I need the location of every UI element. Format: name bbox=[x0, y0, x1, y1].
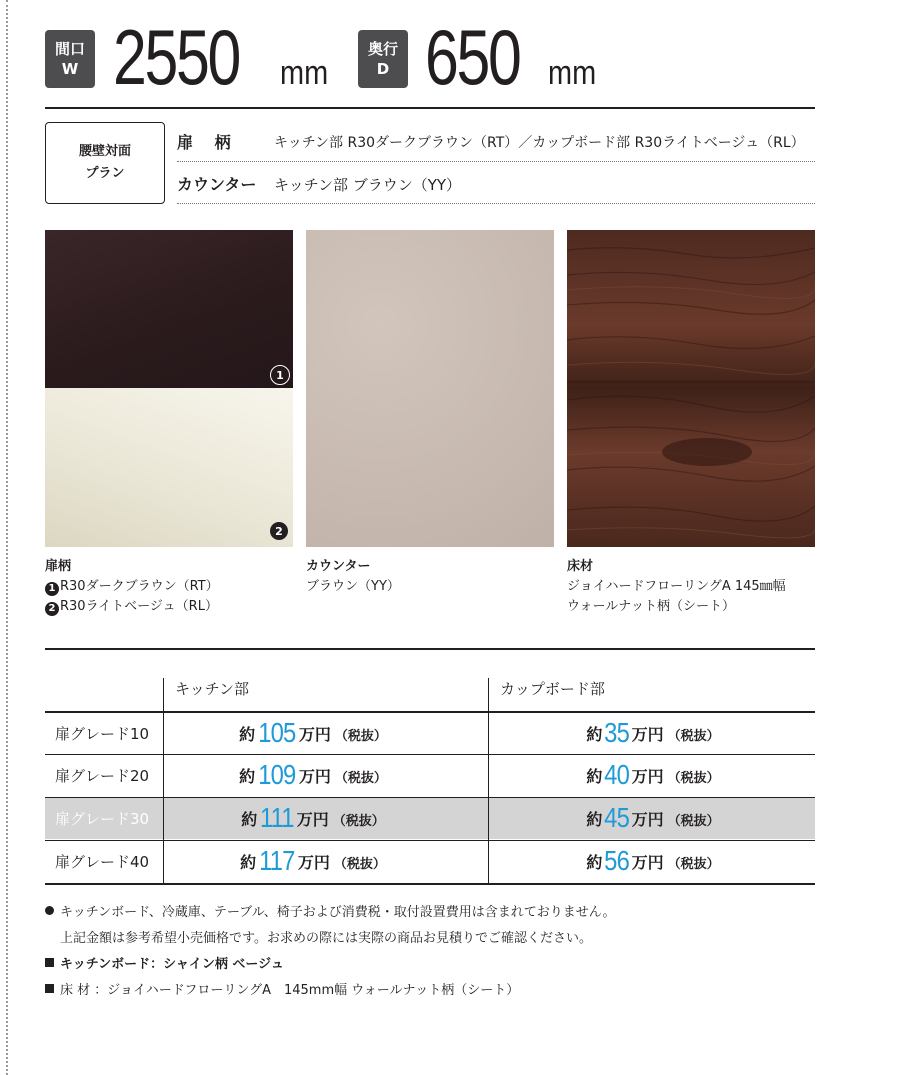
price-tax-note: （税抜） bbox=[667, 771, 720, 786]
width-badge-letter: W bbox=[61, 60, 79, 78]
price-unit: 万円 bbox=[297, 853, 330, 872]
note-2: 上記金額は参考希望小売価格です。お求めの際には実際の商品お見積りでご確認ください。 bbox=[60, 931, 592, 946]
price-prefix: 約 bbox=[239, 767, 256, 786]
counter-caption-line1: ブラウン（YY） bbox=[306, 579, 400, 594]
door-caption-item1-text: R30ダークブラウン（RT） bbox=[60, 579, 219, 594]
cupboard-price bbox=[503, 759, 803, 791]
width-value: 2550 bbox=[113, 13, 239, 101]
table-row bbox=[45, 840, 815, 882]
table-row bbox=[45, 711, 815, 754]
price-prefix: 約 bbox=[586, 767, 603, 786]
row-grade-label: 扉グレード30 bbox=[55, 810, 150, 828]
spec-value-counter: キッチン部 ブラウン（YY） bbox=[274, 176, 462, 194]
plan-line2: プラン bbox=[85, 166, 125, 181]
note-1-text: キッチンボード、冷蔵庫、テーブル、椅子および消費税・取付設置費用は含まれておりません。 bbox=[60, 905, 616, 920]
kitchen-price bbox=[163, 717, 463, 749]
note-4-text: 床 材 ：ジョイハードフローリングA 145mm幅 ウォールナット柄（シート） bbox=[60, 983, 520, 998]
table-row bbox=[45, 754, 815, 796]
price-unit: 万円 bbox=[298, 767, 331, 786]
spec-key-door: 扉 柄 bbox=[177, 133, 239, 152]
column-divider-2 bbox=[488, 678, 489, 885]
floor-caption-title: 床材 bbox=[567, 559, 594, 574]
door-swatch bbox=[45, 230, 293, 547]
note-3-text: キッチンボード：シャイン柄 ベージュ bbox=[60, 957, 284, 972]
price-number: 105 bbox=[258, 717, 296, 748]
dotted-margin-line bbox=[6, 0, 8, 1075]
door-caption-title: 扉柄 bbox=[45, 559, 72, 574]
kitchen-price bbox=[163, 802, 463, 834]
depth-badge bbox=[358, 30, 408, 88]
price-unit: 万円 bbox=[298, 725, 331, 744]
floor-caption-line1: ジョイハードフローリングA 145㎜幅 bbox=[567, 579, 786, 594]
spec-bottom-divider bbox=[177, 203, 815, 204]
plan-box bbox=[45, 122, 165, 204]
bullet-square bbox=[45, 958, 54, 967]
table-row-highlighted bbox=[45, 797, 815, 839]
column-divider-1 bbox=[163, 678, 164, 885]
cupboard-price bbox=[503, 845, 803, 877]
price-prefix: 約 bbox=[586, 725, 603, 744]
spec-row-door bbox=[177, 124, 815, 154]
bullet-dot bbox=[45, 906, 54, 915]
price-prefix: 約 bbox=[239, 725, 256, 744]
table-top-rule bbox=[45, 648, 815, 650]
price-tax-note: （税抜） bbox=[334, 771, 387, 786]
spec-value-door: キッチン部 R30ダークブラウン（RT）／カップボード部 R30ライトベージュ（RL） bbox=[274, 135, 805, 151]
footnotes bbox=[45, 900, 616, 1004]
price-unit: 万円 bbox=[296, 810, 329, 829]
price-unit: 万円 bbox=[631, 725, 664, 744]
depth-unit: mm bbox=[548, 54, 597, 92]
counter-swatch bbox=[306, 230, 554, 547]
price-prefix: 約 bbox=[241, 810, 258, 829]
price-number: 40 bbox=[604, 759, 630, 790]
table-header-kitchen: キッチン部 bbox=[175, 680, 249, 698]
table-bottom-rule bbox=[45, 883, 815, 885]
depth-badge-label: 奥行 bbox=[367, 40, 398, 58]
kitchen-price bbox=[163, 845, 463, 877]
price-prefix: 約 bbox=[586, 853, 603, 872]
kitchen-price bbox=[163, 759, 463, 791]
header-rule bbox=[45, 107, 815, 109]
price-number: 56 bbox=[604, 845, 630, 876]
row-grade-label: 扉グレード10 bbox=[55, 725, 150, 743]
row-grade-label: 扉グレード40 bbox=[55, 853, 150, 871]
depth-badge-letter: D bbox=[376, 60, 390, 78]
price-tax-note: （税抜） bbox=[332, 814, 385, 829]
price-tax-note: （税抜） bbox=[667, 857, 720, 872]
price-number: 117 bbox=[259, 845, 295, 876]
price-number: 35 bbox=[604, 717, 630, 748]
price-unit: 万円 bbox=[631, 853, 664, 872]
price-tax-note: （税抜） bbox=[667, 814, 720, 829]
bullet-square bbox=[45, 984, 54, 993]
spec-key-counter: カウンター bbox=[177, 175, 257, 194]
price-number: 109 bbox=[258, 759, 296, 790]
counter-caption bbox=[306, 557, 400, 597]
price-number: 45 bbox=[604, 802, 630, 833]
price-unit: 万円 bbox=[631, 810, 664, 829]
cupboard-price bbox=[503, 717, 803, 749]
price-prefix: 約 bbox=[586, 810, 603, 829]
table-header-cupboard: カップボード部 bbox=[500, 680, 605, 698]
width-unit: mm bbox=[280, 54, 329, 92]
door-caption-item2-text: R30ライトベージュ（RL） bbox=[60, 599, 218, 614]
row-grade-label: 扉グレード20 bbox=[55, 767, 150, 785]
width-badge bbox=[45, 30, 95, 88]
door-swatch-number-1: 1 bbox=[270, 365, 290, 385]
bullet-number-1: 1 bbox=[45, 582, 59, 596]
counter-caption-title: カウンター bbox=[306, 559, 371, 574]
floor-caption-line2: ウォールナット柄（シート） bbox=[567, 599, 735, 614]
price-tax-note: （税抜） bbox=[333, 857, 386, 872]
door-swatch-dark bbox=[45, 230, 293, 388]
floor-caption bbox=[567, 557, 786, 617]
door-caption-item2 bbox=[45, 597, 219, 617]
price-tax-note: （税抜） bbox=[334, 729, 387, 744]
price-number: 111 bbox=[260, 802, 294, 833]
price-prefix: 約 bbox=[240, 853, 257, 872]
door-caption-item1 bbox=[45, 577, 219, 597]
cupboard-price bbox=[503, 802, 803, 834]
walnut-texture bbox=[567, 230, 815, 547]
door-swatch-number-2: 2 bbox=[270, 522, 288, 540]
note-4 bbox=[45, 978, 616, 1004]
note-1 bbox=[45, 900, 616, 926]
price-unit: 万円 bbox=[631, 767, 664, 786]
door-caption bbox=[45, 557, 219, 617]
note-3 bbox=[45, 952, 616, 978]
bullet-number-2: 2 bbox=[45, 602, 59, 616]
door-swatch-light bbox=[45, 388, 293, 547]
price-tax-note: （税抜） bbox=[667, 729, 720, 744]
spec-divider bbox=[177, 161, 815, 162]
spec-row-counter bbox=[177, 166, 815, 196]
depth-value: 650 bbox=[425, 13, 520, 101]
width-badge-label: 間口 bbox=[54, 40, 85, 58]
plan-line1: 腰壁対面 bbox=[78, 144, 131, 159]
floor-swatch bbox=[567, 230, 815, 547]
